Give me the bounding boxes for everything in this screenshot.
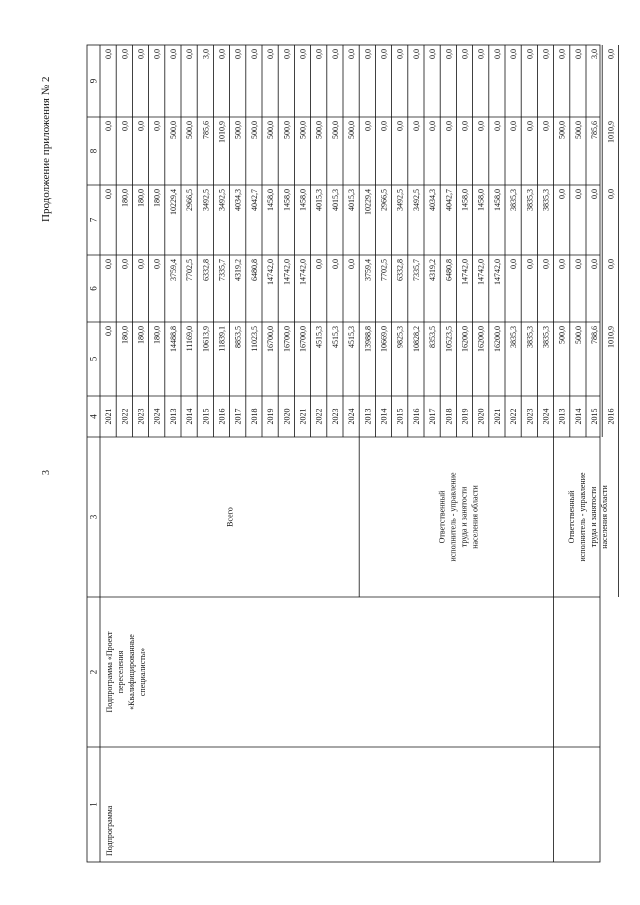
subprogram-title-line: переселения xyxy=(116,650,125,694)
value-cell: 4042,7 xyxy=(249,189,259,211)
value-cell: 0,0 xyxy=(606,259,616,269)
value-cell: 4319,2 xyxy=(428,259,438,281)
value-cell: 3835,3 xyxy=(525,189,535,211)
subprogram-title-line: Подпрограмма «Проект xyxy=(105,631,114,713)
column-header-1: 1 xyxy=(88,802,99,807)
value-cell: 3759,4 xyxy=(168,259,178,281)
column-header-3: 3 xyxy=(88,514,99,520)
value-cell: 1458,0 xyxy=(266,189,276,211)
value-cell: 8353,5 xyxy=(428,326,438,348)
year-cell: 2015 xyxy=(201,408,211,425)
year-cell: 2013 xyxy=(363,408,373,425)
value-cell: 14488,8 xyxy=(168,326,178,352)
value-cell: 0,0 xyxy=(395,121,405,131)
value-cell: 11169,0 xyxy=(185,326,195,352)
value-cell: 0,0 xyxy=(104,259,114,269)
value-cell: 10828,2 xyxy=(411,326,421,352)
column-header-5: 5 xyxy=(88,356,99,362)
value-cell: 0,0 xyxy=(492,49,502,59)
value-cell: 2966,5 xyxy=(185,189,195,211)
value-cell: 13988,8 xyxy=(363,326,373,352)
value-cell: 16200,0 xyxy=(476,326,486,352)
value-cell: 500,0 xyxy=(347,121,357,139)
value-cell: 180,0 xyxy=(120,189,130,207)
value-cell: 180,0 xyxy=(152,189,162,207)
year-cell: 2019 xyxy=(266,408,276,425)
executor-label-line: Ответственный xyxy=(437,490,447,544)
year-cell: 2015 xyxy=(590,408,600,425)
value-cell: 500,0 xyxy=(573,326,583,344)
value-cell: 4515,3 xyxy=(314,326,324,348)
value-cell: 10229,4 xyxy=(363,189,373,215)
year-cell: 2014 xyxy=(185,408,195,425)
continuation-note: Продолжение приложения № 2 xyxy=(40,76,52,222)
value-cell: 0,0 xyxy=(573,189,583,199)
value-cell: 3835,3 xyxy=(509,326,519,348)
value-cell: 0,0 xyxy=(525,259,535,269)
year-cell: 2021 xyxy=(298,408,308,425)
executor-label-line: населения области xyxy=(470,485,480,549)
value-cell: 0,0 xyxy=(249,49,259,59)
value-cell: 6332,8 xyxy=(395,259,405,281)
value-cell: 0,0 xyxy=(136,49,146,59)
value-cell: 500,0 xyxy=(282,121,292,139)
value-cell: 0,0 xyxy=(152,49,162,59)
value-cell: 0,0 xyxy=(104,49,114,59)
value-cell: 4015,3 xyxy=(347,189,357,211)
value-cell: 0,0 xyxy=(460,49,470,59)
value-cell: 0,0 xyxy=(330,259,340,269)
value-cell: 0,0 xyxy=(573,49,583,59)
value-cell: 16200,0 xyxy=(492,326,502,352)
subprogram-title-line: «Квалифицированные xyxy=(127,634,136,710)
year-cell: 2016 xyxy=(411,408,421,425)
value-cell: 6480,8 xyxy=(444,259,454,281)
value-cell: 14742,0 xyxy=(492,259,502,285)
value-cell: 0,0 xyxy=(282,49,292,59)
value-cell: 0,0 xyxy=(590,189,600,199)
value-cell: 500,0 xyxy=(330,121,340,139)
table-frame xyxy=(87,45,600,862)
value-cell: 4034,3 xyxy=(428,189,438,211)
year-cell: 2024 xyxy=(347,408,357,425)
value-cell: 0,0 xyxy=(541,49,551,59)
value-cell: 6480,8 xyxy=(249,259,259,281)
value-cell: 6332,8 xyxy=(201,259,211,281)
executor-label-line: исполнитель - управление xyxy=(578,472,587,562)
column-header-4: 4 xyxy=(88,414,99,419)
year-cell: 2020 xyxy=(282,408,292,425)
value-cell: 4515,3 xyxy=(347,326,357,348)
year-cell: 2021 xyxy=(492,408,502,425)
value-cell: 0,0 xyxy=(428,49,438,59)
value-cell: 0,0 xyxy=(509,121,519,131)
column-header-7: 7 xyxy=(88,217,99,223)
value-cell: 3835,3 xyxy=(541,326,551,348)
value-cell: 8853,5 xyxy=(233,326,243,348)
value-cell: 9825,3 xyxy=(395,326,405,348)
value-cell: 2966,5 xyxy=(379,189,389,211)
value-cell: 3492,5 xyxy=(395,189,405,211)
year-cell: 2022 xyxy=(314,408,324,425)
value-cell: 0,0 xyxy=(509,259,519,269)
value-cell: 0,0 xyxy=(314,259,324,269)
value-cell: 0,0 xyxy=(330,49,340,59)
value-cell: 16700,0 xyxy=(298,326,308,352)
value-cell: 1010,9 xyxy=(606,121,616,143)
executor-label-line: исполнитель - управление xyxy=(448,472,458,562)
value-cell: 4015,3 xyxy=(314,189,324,211)
value-cell: 10613,9 xyxy=(201,326,211,352)
year-cell: 2024 xyxy=(152,408,162,425)
year-cell: 2023 xyxy=(525,408,535,425)
year-cell: 2016 xyxy=(606,408,616,425)
value-cell: 180,0 xyxy=(136,189,146,207)
value-cell: 0,0 xyxy=(152,121,162,131)
value-cell: 500,0 xyxy=(557,121,567,139)
value-cell: 7335,7 xyxy=(217,259,227,281)
value-cell: 0,0 xyxy=(104,121,114,131)
value-cell: 3492,5 xyxy=(201,189,211,211)
value-cell: 7702,5 xyxy=(185,259,195,281)
value-cell: 0,0 xyxy=(492,121,502,131)
year-cell: 2020 xyxy=(476,408,486,425)
value-cell: 0,0 xyxy=(136,121,146,131)
value-cell: 10229,4 xyxy=(168,189,178,215)
value-cell: 11023,5 xyxy=(249,326,259,352)
page-number: 3 xyxy=(41,470,52,475)
value-cell: 0,0 xyxy=(363,49,373,59)
value-cell: 0,0 xyxy=(379,49,389,59)
value-cell: 500,0 xyxy=(573,121,583,139)
year-cell: 2019 xyxy=(460,408,470,425)
value-cell: 3,0 xyxy=(201,49,211,59)
value-cell: 7702,5 xyxy=(379,259,389,281)
value-cell: 180,0 xyxy=(120,326,130,344)
column-header-9: 9 xyxy=(88,78,99,84)
year-cell: 2013 xyxy=(168,408,178,425)
value-cell: 0,0 xyxy=(347,49,357,59)
value-cell: 3835,3 xyxy=(525,326,535,348)
year-cell: 2014 xyxy=(573,408,583,425)
year-cell: 2016 xyxy=(217,408,227,425)
executor-label-line: труда и занятости xyxy=(459,486,469,548)
value-cell: 0,0 xyxy=(411,121,421,131)
value-cell: 500,0 xyxy=(266,121,276,139)
value-cell: 1458,0 xyxy=(460,189,470,211)
value-cell: 0,0 xyxy=(185,49,195,59)
year-cell: 2017 xyxy=(428,408,438,425)
executor-label-line: населения области xyxy=(600,485,609,549)
value-cell: 10523,5 xyxy=(444,326,454,352)
value-cell: 3492,5 xyxy=(217,189,227,211)
value-cell: 500,0 xyxy=(298,121,308,139)
value-cell: 0,0 xyxy=(428,121,438,131)
year-cell: 2021 xyxy=(104,408,114,425)
year-cell: 2013 xyxy=(557,408,567,425)
value-cell: 4515,3 xyxy=(330,326,340,348)
value-cell: 0,0 xyxy=(411,49,421,59)
value-cell: 0,0 xyxy=(168,49,178,59)
value-cell: 785,6 xyxy=(201,121,211,139)
year-cell: 2014 xyxy=(379,408,389,425)
year-cell: 2018 xyxy=(249,408,259,425)
value-cell: 0,0 xyxy=(298,49,308,59)
value-cell: 788,6 xyxy=(590,326,600,344)
value-cell: 1458,0 xyxy=(298,189,308,211)
year-cell: 2022 xyxy=(509,408,519,425)
value-cell: 500,0 xyxy=(314,121,324,139)
year-cell: 2022 xyxy=(120,408,130,425)
executor-label-line: Всего xyxy=(225,507,235,527)
value-cell: 3835,3 xyxy=(509,189,519,211)
value-cell: 0,0 xyxy=(557,189,567,199)
value-cell: 11839,1 xyxy=(217,326,227,352)
value-cell: 180,0 xyxy=(152,326,162,344)
value-cell: 7335,7 xyxy=(411,259,421,281)
value-cell: 14742,0 xyxy=(282,259,292,285)
value-cell: 0,0 xyxy=(590,259,600,269)
value-cell: 0,0 xyxy=(217,49,227,59)
value-cell: 4042,7 xyxy=(444,189,454,211)
value-cell: 4319,2 xyxy=(233,259,243,281)
value-cell: 16700,0 xyxy=(282,326,292,352)
value-cell: 0,0 xyxy=(120,121,130,131)
value-cell: 0,0 xyxy=(444,121,454,131)
value-cell: 1458,0 xyxy=(476,189,486,211)
value-cell: 0,0 xyxy=(379,121,389,131)
value-cell: 1010,9 xyxy=(606,326,616,348)
value-cell: 0,0 xyxy=(152,259,162,269)
value-cell: 0,0 xyxy=(573,259,583,269)
value-cell: 0,0 xyxy=(557,49,567,59)
value-cell: 0,0 xyxy=(347,259,357,269)
column-header-2: 2 xyxy=(88,669,99,675)
value-cell: 0,0 xyxy=(395,49,405,59)
subprogram-title-line: специалисты» xyxy=(138,647,147,697)
column-header-6: 6 xyxy=(88,286,99,291)
value-cell: 4015,3 xyxy=(330,189,340,211)
year-cell: 2024 xyxy=(541,408,551,425)
value-cell: 0,0 xyxy=(460,121,470,131)
value-cell: 0,0 xyxy=(476,121,486,131)
value-cell: 0,0 xyxy=(557,259,567,269)
value-cell: 3492,5 xyxy=(411,189,421,211)
value-cell: 10669,0 xyxy=(379,326,389,352)
value-cell: 0,0 xyxy=(266,49,276,59)
value-cell: 500,0 xyxy=(233,121,243,139)
value-cell: 180,0 xyxy=(136,326,146,344)
value-cell: 0,0 xyxy=(525,49,535,59)
year-cell: 2017 xyxy=(233,408,243,425)
value-cell: 0,0 xyxy=(476,49,486,59)
value-cell: 14742,0 xyxy=(298,259,308,285)
year-cell: 2023 xyxy=(136,408,146,425)
value-cell: 1458,0 xyxy=(492,189,502,211)
value-cell: 500,0 xyxy=(557,326,567,344)
subprogram-label: Подпрограмма xyxy=(105,805,114,856)
value-cell: 16700,0 xyxy=(266,326,276,352)
value-cell: 0,0 xyxy=(120,49,130,59)
value-cell: 16200,0 xyxy=(460,326,470,352)
value-cell: 0,0 xyxy=(233,49,243,59)
value-cell: 3,0 xyxy=(590,49,600,59)
value-cell: 0,0 xyxy=(606,49,616,59)
year-cell: 2015 xyxy=(395,408,405,425)
value-cell: 1010,9 xyxy=(217,121,227,143)
value-cell: 0,0 xyxy=(541,259,551,269)
value-cell: 0,0 xyxy=(363,121,373,131)
value-cell: 1458,0 xyxy=(282,189,292,211)
value-cell: 500,0 xyxy=(185,121,195,139)
value-cell: 4034,3 xyxy=(233,189,243,211)
value-cell: 3835,3 xyxy=(541,189,551,211)
value-cell: 0,0 xyxy=(104,326,114,336)
value-cell: 785,6 xyxy=(590,121,600,139)
value-cell: 3759,4 xyxy=(363,259,373,281)
value-cell: 500,0 xyxy=(168,121,178,139)
value-cell: 500,0 xyxy=(249,121,259,139)
executor-label-line: труда и занятости xyxy=(589,486,598,548)
value-cell: 0,0 xyxy=(444,49,454,59)
value-cell: 14742,0 xyxy=(476,259,486,285)
year-cell: 2023 xyxy=(330,408,340,425)
executor-label-line: Ответственный xyxy=(567,490,576,544)
value-cell: 14742,0 xyxy=(460,259,470,285)
value-cell: 0,0 xyxy=(541,121,551,131)
value-cell: 0,0 xyxy=(136,259,146,269)
value-cell: 14742,0 xyxy=(266,259,276,285)
value-cell: 0,0 xyxy=(509,49,519,59)
value-cell: 0,0 xyxy=(606,189,616,199)
value-cell: 0,0 xyxy=(120,259,130,269)
column-header-8: 8 xyxy=(88,148,99,154)
year-cell: 2018 xyxy=(444,408,454,425)
value-cell: 0,0 xyxy=(104,189,114,199)
value-cell: 0,0 xyxy=(525,121,535,131)
value-cell: 0,0 xyxy=(314,49,324,59)
